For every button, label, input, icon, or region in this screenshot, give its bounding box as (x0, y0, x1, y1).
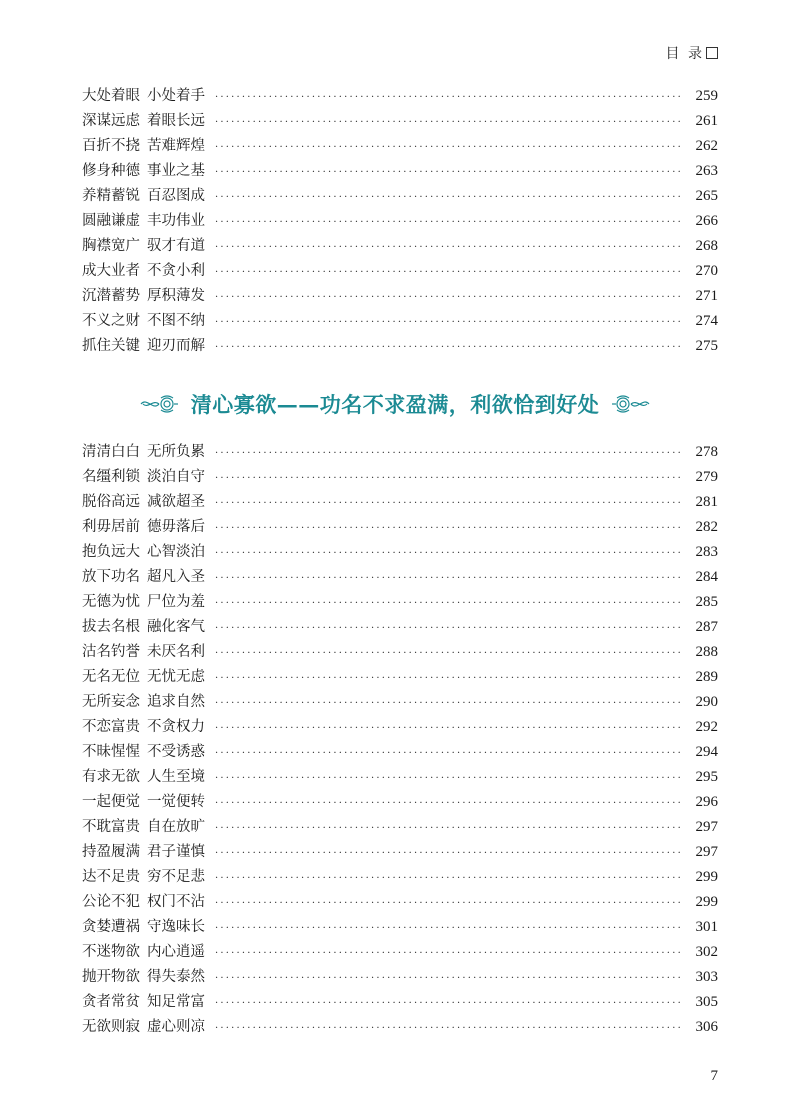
toc-entry-title (82, 540, 205, 565)
dot-leader (215, 135, 682, 160)
toc-entry (82, 209, 718, 234)
dot-leader (215, 916, 682, 941)
toc-entry (82, 259, 718, 284)
toc-entry (82, 740, 718, 765)
toc-entry-title-part2: 小处着手 (147, 88, 205, 104)
dot-leader (215, 285, 682, 310)
toc-entry-title (82, 590, 205, 615)
toc-entry (82, 890, 718, 915)
toc-entry-title (82, 565, 205, 590)
toc-entry-title-part1: 圆融谦虚 (82, 213, 140, 229)
toc-entry-title-part1: 修身种德 (82, 163, 140, 179)
toc-entry-title-part1: 不恋富贵 (82, 719, 140, 735)
toc-entry-title-part1: 沽名钓誉 (82, 644, 140, 660)
toc-entry-title-part1: 无名无位 (82, 669, 140, 685)
toc-entry-title-part1: 贪婪遭祸 (82, 919, 140, 935)
toc-entry-title-part1: 脱俗高远 (82, 494, 140, 510)
toc-entry-title-part2: 心智淡泊 (147, 544, 205, 560)
toc-entry (82, 940, 718, 965)
right-ornament-icon (611, 393, 651, 415)
toc-entry-title-part2: 权门不沾 (147, 894, 205, 910)
dot-leader (215, 541, 682, 566)
toc-entry (82, 690, 718, 715)
toc-entry (82, 184, 718, 209)
dot-leader (215, 210, 682, 235)
toc-entry-title-part1: 持盈履满 (82, 844, 140, 860)
dot-leader (215, 85, 682, 110)
toc-entry-title (82, 940, 205, 965)
toc-entry (82, 640, 718, 665)
toc-entry-title (82, 790, 205, 815)
section-heading (0, 382, 790, 426)
toc-entry-page: 284 (695, 569, 718, 585)
toc-entry-title-part2: 自在放旷 (147, 819, 205, 835)
toc-entry-title (82, 665, 205, 690)
toc-entry-title-part2: 人生至境 (147, 769, 205, 785)
toc-entry-title-part2: 知足常富 (147, 994, 205, 1010)
toc-entry-page: 303 (695, 969, 718, 985)
toc-entry-title-part1: 大处着眼 (82, 88, 140, 104)
section-title: 清心寡欲——功名不求盈满，利欲恰到好处 (190, 392, 600, 417)
toc-entry-title (82, 134, 205, 159)
dot-leader (215, 235, 682, 260)
toc-entry-title (82, 765, 205, 790)
toc-entry-title (82, 490, 205, 515)
toc-entry-title-part2: 守逸味长 (147, 919, 205, 935)
toc-entry-title-part2: 穷不足悲 (147, 869, 205, 885)
left-ornament-icon (139, 393, 179, 415)
dot-leader (215, 691, 682, 716)
toc-entry (82, 515, 718, 540)
toc-entry-page: 305 (695, 994, 718, 1010)
dot-leader (215, 160, 682, 185)
dot-leader (215, 491, 682, 516)
toc-entry-title-part1: 不昧惺惺 (82, 744, 140, 760)
toc-entry-title-part1: 抛开物欲 (82, 969, 140, 985)
toc-entry (82, 965, 718, 990)
toc-entry-page: 268 (695, 238, 718, 254)
toc-entry-title-part2: 内心逍遥 (147, 944, 205, 960)
dot-leader (215, 941, 682, 966)
toc-entry-title-part2: 丰功伟业 (147, 213, 205, 229)
toc-entry-title (82, 209, 205, 234)
toc-entry-title (82, 840, 205, 865)
toc-entry-page: 288 (695, 644, 718, 660)
toc-entry-title-part1: 贪者常贫 (82, 994, 140, 1010)
toc-entry (82, 590, 718, 615)
toc-entry-title-part1: 养精蓄锐 (82, 188, 140, 204)
toc-entry-page: 263 (695, 163, 718, 179)
toc-entry (82, 765, 718, 790)
toc-entry-page: 306 (695, 1019, 718, 1035)
toc-entry-page: 292 (695, 719, 718, 735)
toc-entry (82, 159, 718, 184)
dot-leader (215, 966, 682, 991)
toc-entry-title (82, 309, 205, 334)
toc-entry-title-part2: 无忧无虑 (147, 669, 205, 685)
toc-entry-title-part1: 抓住关键 (82, 338, 140, 354)
toc-entry (82, 109, 718, 134)
toc-entry-title-part1: 沉潜蓄势 (82, 288, 140, 304)
toc-entry (82, 815, 718, 840)
toc-entry-title-part2: 驭才有道 (147, 238, 205, 254)
toc-entry-title (82, 515, 205, 540)
toc-entry-title (82, 690, 205, 715)
toc-entry-title-part1: 名缰利锁 (82, 469, 140, 485)
toc-entry-page: 301 (695, 919, 718, 935)
toc-entry-page: 261 (695, 113, 718, 129)
dot-leader (215, 716, 682, 741)
dot-leader (215, 741, 682, 766)
toc-entry-title (82, 184, 205, 209)
toc-entry (82, 790, 718, 815)
toc-entry-title-part1: 拔去名根 (82, 619, 140, 635)
toc-entry-title (82, 615, 205, 640)
toc-entry-title-part1: 公论不犯 (82, 894, 140, 910)
toc-entry (82, 465, 718, 490)
toc-entry-title-part1: 无所妄念 (82, 694, 140, 710)
toc-entry-title (82, 815, 205, 840)
toc-entry-page: 294 (695, 744, 718, 760)
toc-entry-page: 299 (695, 894, 718, 910)
dot-leader (215, 841, 682, 866)
dot-leader (215, 185, 682, 210)
dot-leader (215, 591, 682, 616)
toc-entry-title-part2: 一觉便转 (147, 794, 205, 810)
toc-entry-title (82, 965, 205, 990)
dot-leader (215, 516, 682, 541)
toc-entry-title-part2: 迎刃而解 (147, 338, 205, 354)
toc-entry (82, 1015, 718, 1040)
toc-entry-page: 296 (695, 794, 718, 810)
toc-entry-title (82, 334, 205, 359)
toc-entry-page: 290 (695, 694, 718, 710)
dot-leader (215, 260, 682, 285)
toc-entry-title-part1: 达不足贵 (82, 869, 140, 885)
toc-entry-title-part1: 利毋居前 (82, 519, 140, 535)
toc-entry (82, 540, 718, 565)
page-number: 7 (710, 1068, 718, 1084)
toc-entry (82, 334, 718, 359)
toc-entry-page: 289 (695, 669, 718, 685)
dot-leader (215, 310, 682, 335)
toc-entry-title (82, 890, 205, 915)
toc-entry (82, 490, 718, 515)
toc-entry-page: 259 (695, 88, 718, 104)
dot-leader (215, 641, 682, 666)
dot-leader (215, 441, 682, 466)
toc-entry-page: 265 (695, 188, 718, 204)
toc-entry (82, 234, 718, 259)
dot-leader (215, 791, 682, 816)
toc-entry-page: 297 (695, 844, 718, 860)
dot-leader (215, 816, 682, 841)
toc-entry-page: 287 (695, 619, 718, 635)
toc-entry-title-part1: 一起便觉 (82, 794, 140, 810)
dot-leader (215, 466, 682, 491)
toc-entry-page: 262 (695, 138, 718, 154)
toc-entry-page: 266 (695, 213, 718, 229)
toc-entry-title-part1: 无德为忧 (82, 594, 140, 610)
toc-entry-title-part2: 苦难辉煌 (147, 138, 205, 154)
toc-entry-page: 270 (695, 263, 718, 279)
dot-leader (215, 335, 682, 360)
toc-entry-page: 285 (695, 594, 718, 610)
toc-entry (82, 309, 718, 334)
toc-entry-title-part2: 减欲超圣 (147, 494, 205, 510)
dot-leader (215, 110, 682, 135)
toc-entry-title-part2: 无所负累 (147, 444, 205, 460)
toc-entry-title-part1: 不迷物欲 (82, 944, 140, 960)
toc-entry-title-part2: 未厌名利 (147, 644, 205, 660)
toc-entry-page: 299 (695, 869, 718, 885)
toc-entry-title-part1: 深谋远虑 (82, 113, 140, 129)
toc-entry (82, 84, 718, 109)
toc-entry-page: 302 (695, 944, 718, 960)
toc-entry-title-part2: 尸位为羞 (147, 594, 205, 610)
toc-entry-title-part1: 无欲则寂 (82, 1019, 140, 1035)
toc-entry-title (82, 990, 205, 1015)
dot-leader (215, 566, 682, 591)
toc-entry-page: 274 (695, 313, 718, 329)
toc-entry (82, 440, 718, 465)
dot-leader (215, 666, 682, 691)
running-header (666, 43, 718, 63)
toc-entry-title-part2: 追求自然 (147, 694, 205, 710)
toc-entry-title-part1: 不耽富贵 (82, 819, 140, 835)
toc-entry-title-part2: 德毋落后 (147, 519, 205, 535)
toc-list-part2 (82, 440, 718, 1040)
toc-entry-title-part2: 厚积薄发 (147, 288, 205, 304)
toc-entry-title (82, 640, 205, 665)
toc-entry (82, 284, 718, 309)
dot-leader (215, 766, 682, 791)
toc-entry-page: 282 (695, 519, 718, 535)
toc-entry-title-part2: 百忍图成 (147, 188, 205, 204)
toc-entry-page: 279 (695, 469, 718, 485)
toc-entry-page: 283 (695, 544, 718, 560)
toc-entry-title (82, 865, 205, 890)
toc-entry-title-part1: 有求无欲 (82, 769, 140, 785)
toc-entry-title (82, 465, 205, 490)
toc-entry-title-part2: 不受诱惑 (147, 744, 205, 760)
toc-entry-title-part1: 百折不挠 (82, 138, 140, 154)
toc-entry-title (82, 159, 205, 184)
toc-entry (82, 715, 718, 740)
header-box-icon (706, 47, 718, 59)
toc-entry-title-part2: 淡泊自守 (147, 469, 205, 485)
toc-entry-title-part2: 超凡入圣 (147, 569, 205, 585)
toc-entry-title (82, 715, 205, 740)
toc-entry-title (82, 259, 205, 284)
toc-entry-title (82, 109, 205, 134)
toc-entry-title-part2: 不贪小利 (147, 263, 205, 279)
toc-entry-title (82, 84, 205, 109)
header-text: 目 录 (665, 46, 704, 62)
toc-entry-page: 295 (695, 769, 718, 785)
toc-entry (82, 840, 718, 865)
toc-entry-title-part1: 胸襟宽广 (82, 238, 140, 254)
toc-entry-title-part2: 得失泰然 (147, 969, 205, 985)
toc-entry (82, 865, 718, 890)
toc-entry-title-part2: 融化客气 (147, 619, 205, 635)
toc-entry-page: 297 (695, 819, 718, 835)
toc-entry-title (82, 440, 205, 465)
toc-entry-title (82, 915, 205, 940)
toc-entry-title-part1: 放下功名 (82, 569, 140, 585)
toc-entry-title-part2: 虚心则凉 (147, 1019, 205, 1035)
toc-entry-title-part2: 不贪权力 (147, 719, 205, 735)
toc-entry-title (82, 234, 205, 259)
toc-entry-title-part2: 不图不纳 (147, 313, 205, 329)
toc-entry-title (82, 284, 205, 309)
toc-entry-page: 271 (695, 288, 718, 304)
dot-leader (215, 991, 682, 1016)
toc-entry-title (82, 1015, 205, 1040)
dot-leader (215, 616, 682, 641)
toc-entry-title-part1: 抱负远大 (82, 544, 140, 560)
dot-leader (215, 866, 682, 891)
dot-leader (215, 1016, 682, 1041)
toc-entry-page: 275 (695, 338, 718, 354)
toc-entry-page: 281 (695, 494, 718, 510)
toc-entry-page: 278 (695, 444, 718, 460)
toc-entry (82, 134, 718, 159)
toc-entry-title-part2: 事业之基 (147, 163, 205, 179)
toc-entry-title-part1: 成大业者 (82, 263, 140, 279)
toc-entry (82, 615, 718, 640)
toc-entry-title-part1: 不义之财 (82, 313, 140, 329)
toc-entry (82, 915, 718, 940)
toc-entry (82, 665, 718, 690)
toc-entry (82, 990, 718, 1015)
toc-entry (82, 565, 718, 590)
toc-list-part1 (82, 84, 718, 359)
toc-entry-title-part1: 清清白白 (82, 444, 140, 460)
toc-entry-title (82, 740, 205, 765)
toc-entry-title-part2: 着眼长远 (147, 113, 205, 129)
toc-entry-title-part2: 君子谨慎 (147, 844, 205, 860)
dot-leader (215, 891, 682, 916)
